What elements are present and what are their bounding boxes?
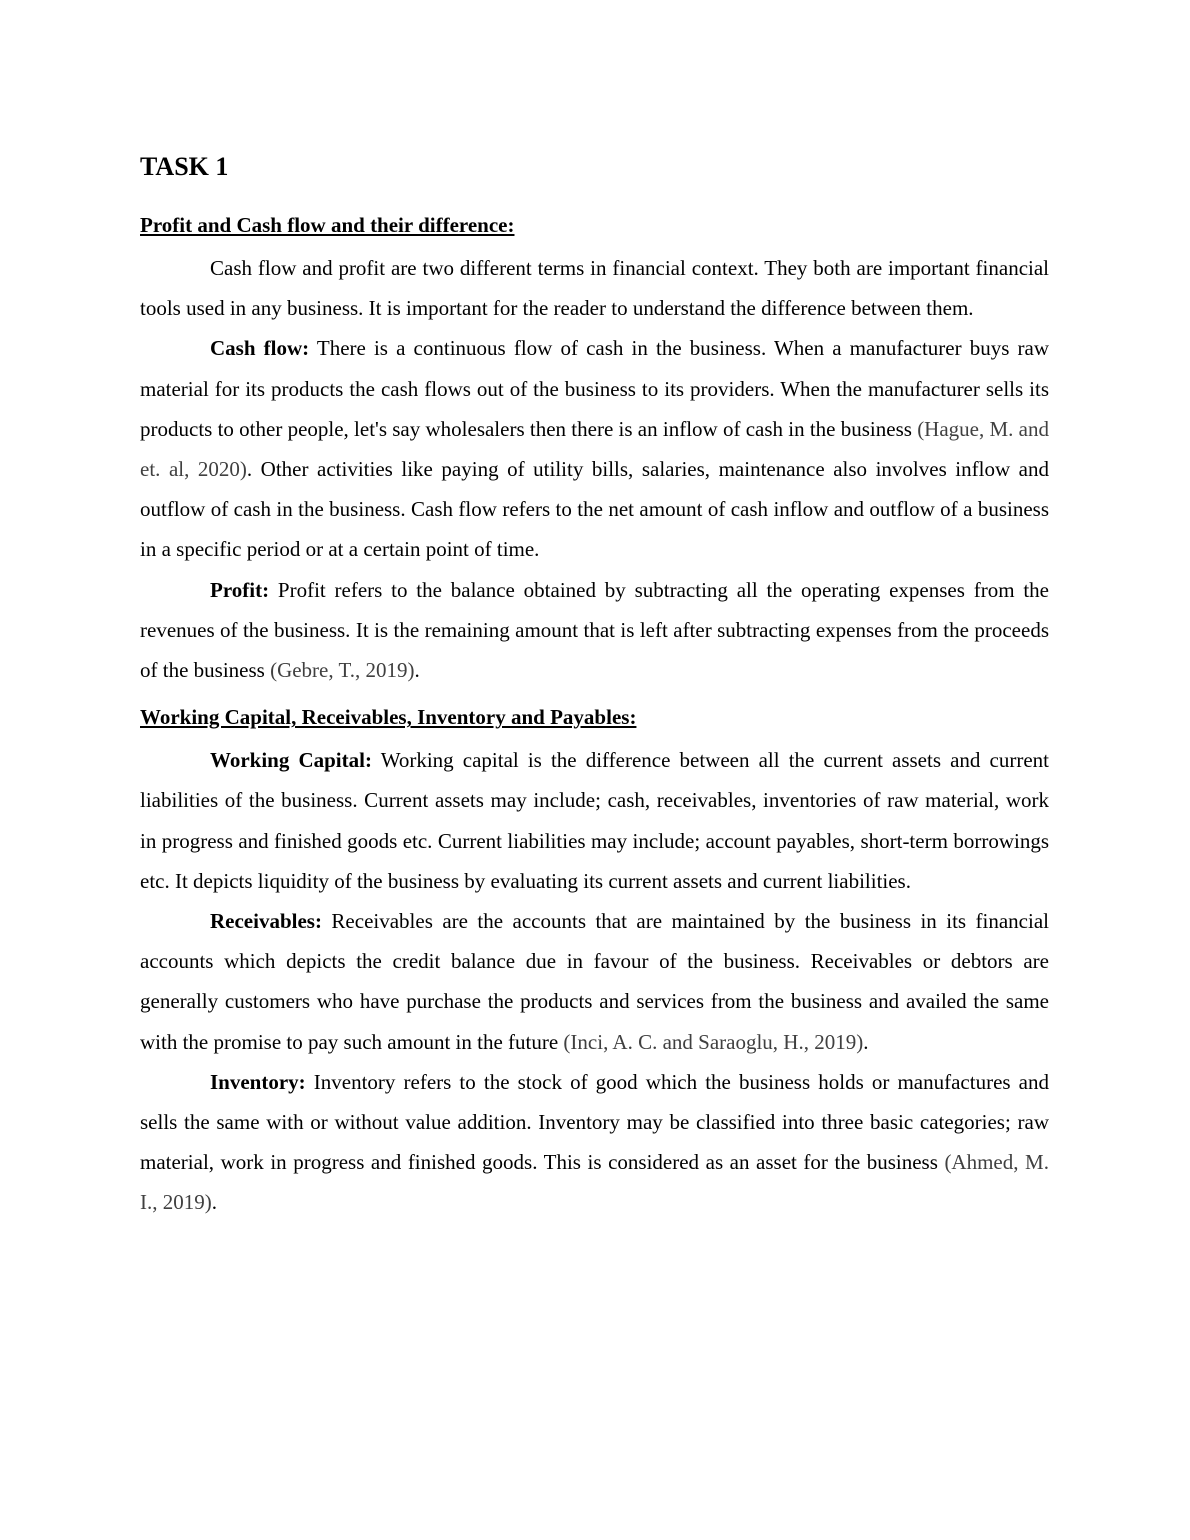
- profit-text-end: .: [414, 658, 420, 683]
- inventory-text-end: .: [211, 1190, 217, 1215]
- receivables-term: Receivables:: [210, 909, 322, 934]
- document-page: [140, 150, 1049, 1223]
- receivables-text-end: .: [863, 1029, 869, 1054]
- intro-paragraph: [140, 248, 1049, 328]
- inventory-paragraph: [140, 1062, 1049, 1223]
- receivables-paragraph: [140, 901, 1049, 1062]
- task-title: TASK 1: [140, 152, 229, 181]
- citation-inci: (Inci, A. C. and Saraoglu, H., 2019): [563, 1029, 864, 1054]
- profit-text: Profit refers to the balance obtained by subtracting all the operating expenses from the revenues of the business. It is the remaining amount that is left after subtracting expenses from the proceeds of the business: [140, 577, 1049, 683]
- section-heading-profit-cash-flow: Profit and Cash flow and their difference:: [140, 213, 515, 237]
- citation-ahmed: (Ahmed, M. I., 2019): [140, 1150, 1049, 1215]
- profit-term: Profit:: [210, 577, 270, 602]
- working-capital-paragraph: [140, 740, 1049, 901]
- working-capital-text: Working capital is the difference between all the current assets and current liabilities of the business. Current assets may include; cash, receivables, inventories of raw material, work in progress and finished goods etc. Current liabilities may include; account payables, short-term borrowings etc. It depicts liquidity of the business by evaluating its current assets and current liabilities.: [140, 748, 1050, 893]
- cash-flow-paragraph: [140, 328, 1049, 569]
- intro-text: Cash flow and profit are two different terms in financial context. They both are important financial tools used in any business. It is important for the reader to understand the difference between them.: [140, 256, 1049, 321]
- cash-flow-text-continued: . Other activities like paying of utility bills, salaries, maintenance also involves inflow and outflow of cash in the business. Cash flow refers to the net amount of cash inflow and outflow of a business in a specific period or at a certain point of time.: [140, 457, 1049, 562]
- cash-flow-term: Cash flow:: [210, 336, 310, 361]
- receivables-text: Receivables are the accounts that are maintained by the business in its financial accounts which depicts the credit balance due in favour of the business. Receivables or debtors are generally customers who have purchase the products and services from the business and availed the same with the promise to pay such amount in the future: [140, 909, 1049, 1054]
- inventory-text: Inventory refers to the stock of good which the business holds or manufactures and sells the same with or without value addition. Inventory may be classified into three basic categories; raw material, work in progress and finished goods. This is considered as an asset for the business: [140, 1069, 1049, 1175]
- citation-gebre: (Gebre, T., 2019): [270, 658, 415, 683]
- profit-paragraph: [140, 570, 1049, 691]
- citation-hague: (Hague, M. and et. al, 2020): [140, 416, 1049, 482]
- cash-flow-text: There is a continuous flow of cash in the business. When a manufacturer buys raw material for its products the cash flows out of the business to its providers. When the manufacturer sells its products to other people, let's say wholesalers then there is an inflow of cash in the business: [140, 336, 1049, 441]
- section-heading-working-capital: Working Capital, Receivables, Inventory and Payables:: [140, 705, 637, 730]
- working-capital-term: Working Capital:: [210, 748, 372, 773]
- inventory-term: Inventory:: [210, 1069, 306, 1094]
